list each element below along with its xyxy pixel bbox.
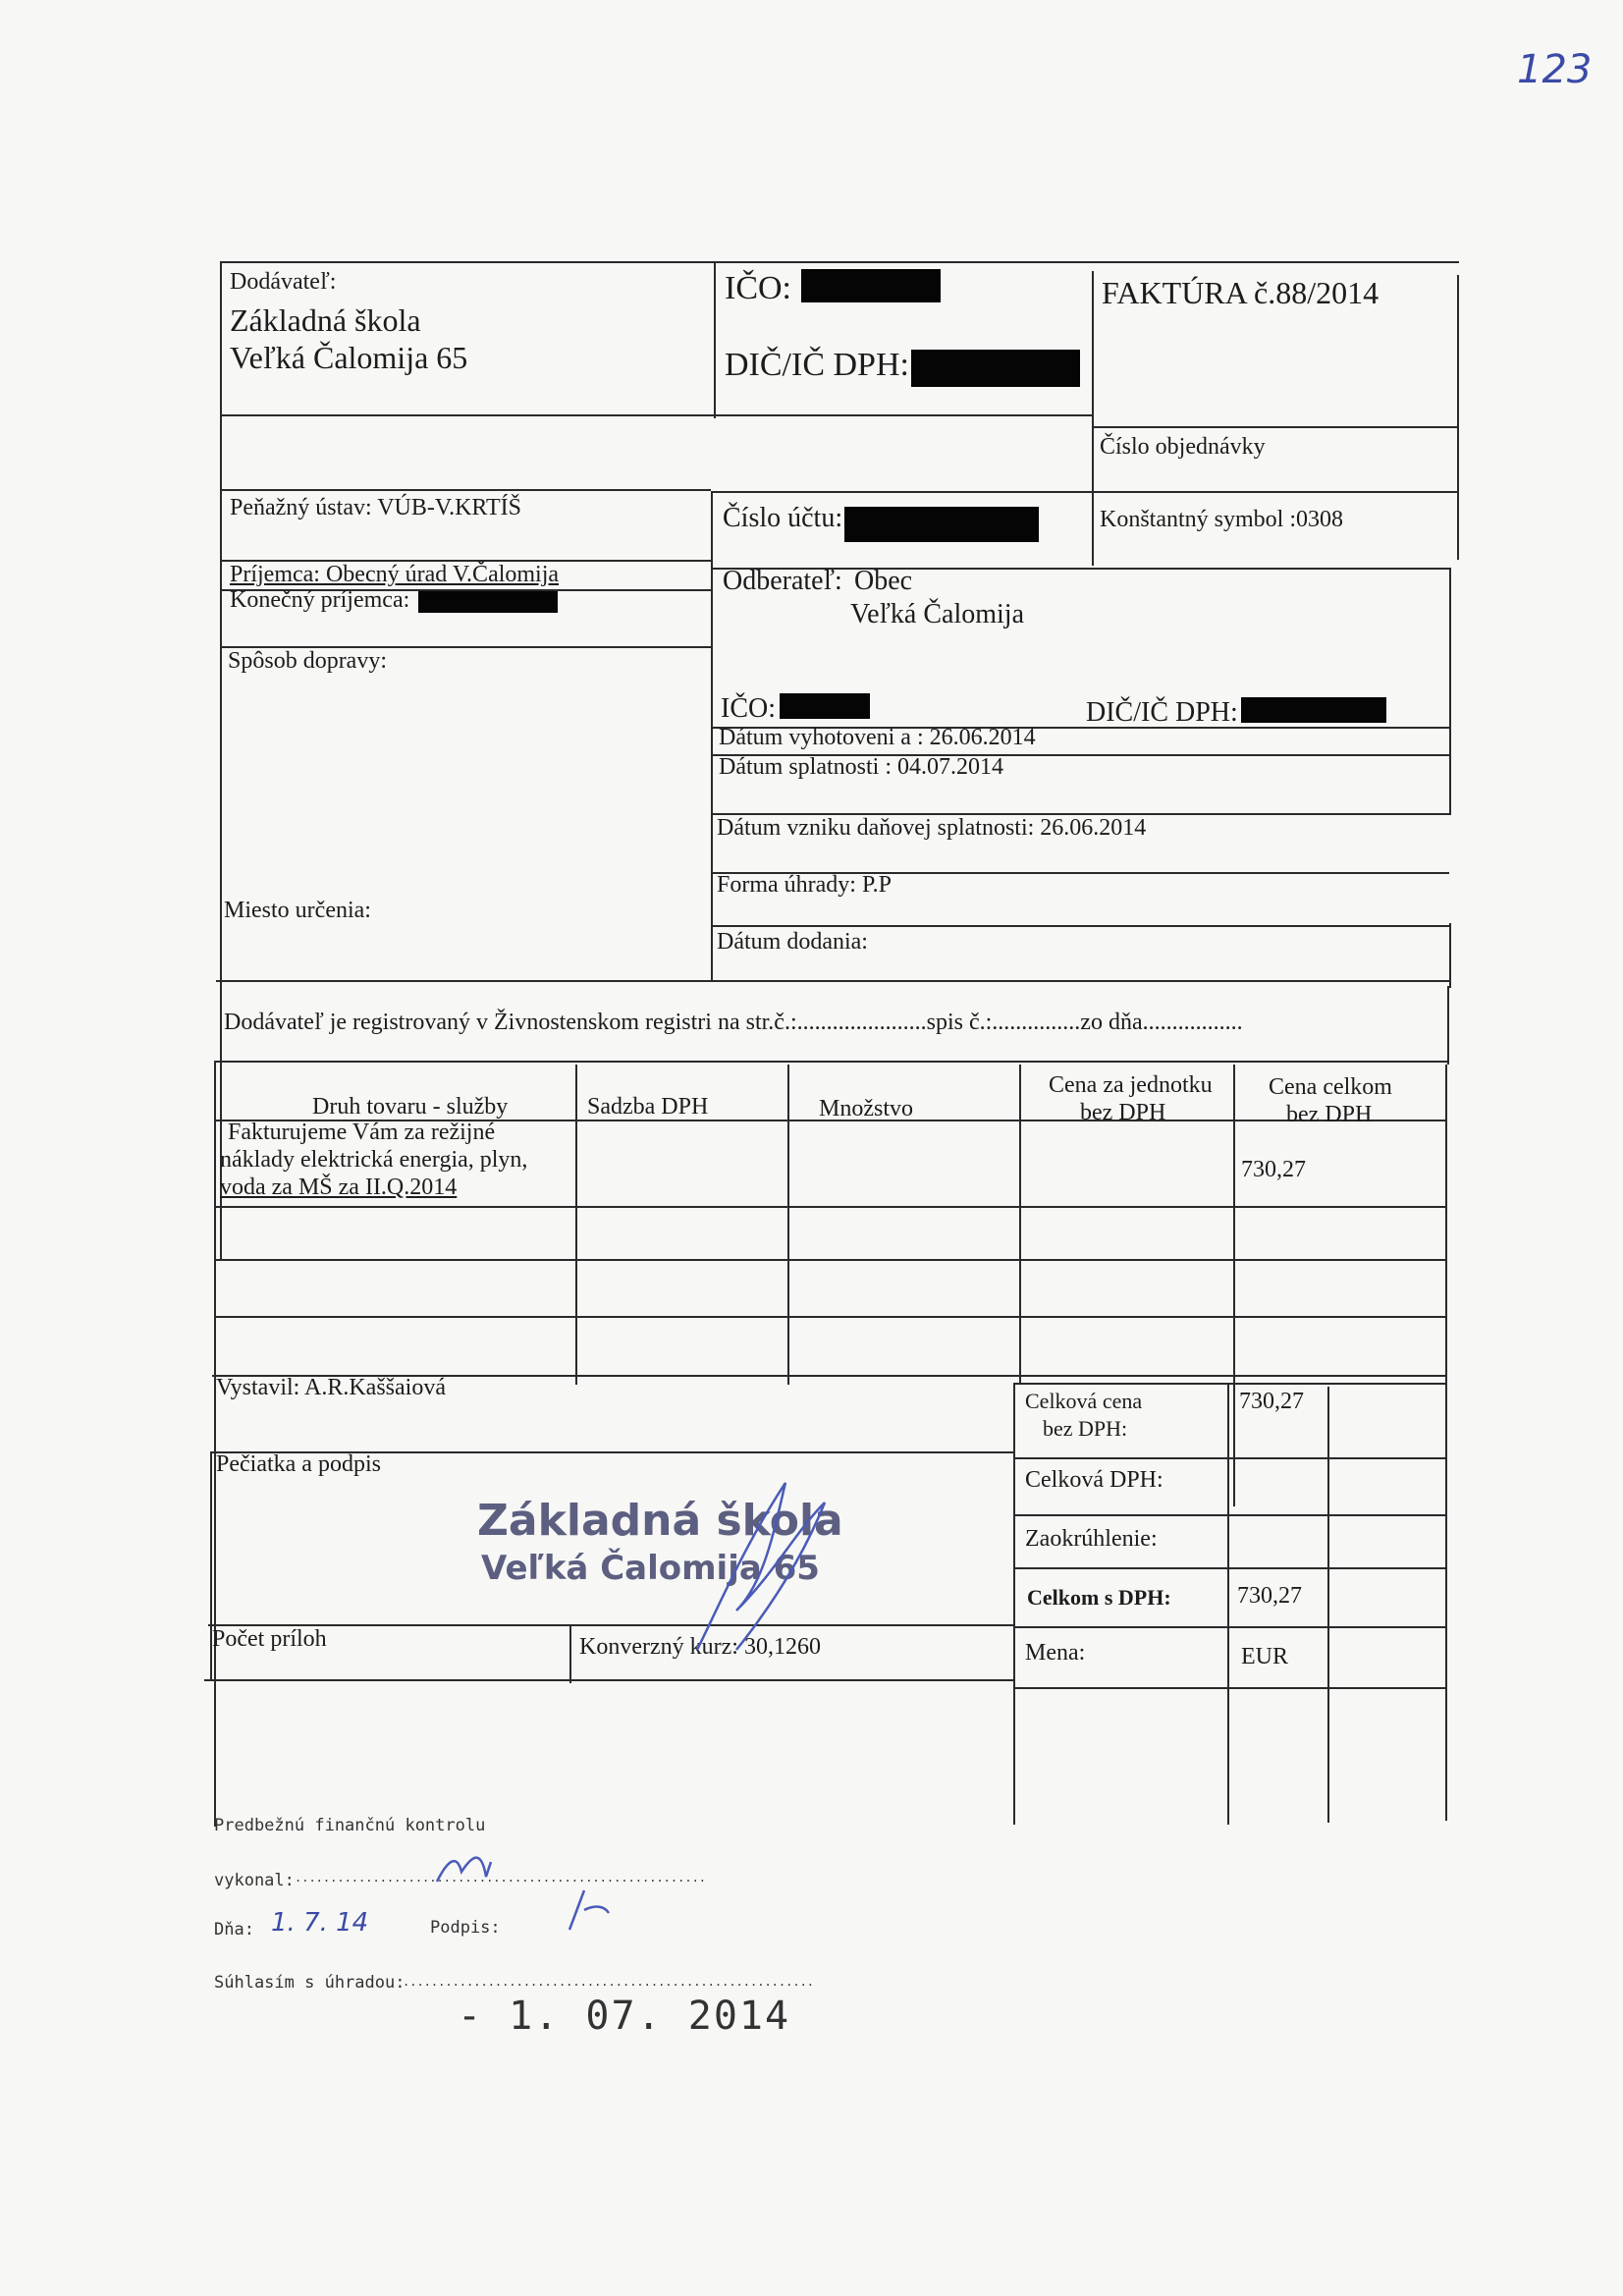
border	[1447, 986, 1449, 1065]
item-description-line1: Fakturujeme Vám za režijné	[228, 1120, 496, 1145]
border	[214, 1259, 1447, 1261]
control-title: Predbežnú finančnú kontrolu	[214, 1816, 486, 1835]
customer-dic-label: DIČ/IČ DPH:	[1086, 697, 1238, 728]
redacted-customer-dic	[1241, 697, 1386, 723]
supplier-dic-label: DIČ/IČ DPH:	[725, 347, 909, 383]
border	[1449, 570, 1451, 815]
border	[216, 980, 1451, 982]
border	[1092, 426, 1459, 428]
border	[787, 1065, 789, 1385]
control-agree-dots: ..........................................................	[403, 1975, 815, 1989]
item-total: 730,27	[1241, 1157, 1306, 1182]
border	[214, 1316, 1447, 1318]
border	[1092, 271, 1094, 566]
school-stamp-line1: Základná škola	[477, 1496, 843, 1546]
control-date-value: 1. 7. 14	[271, 1908, 369, 1938]
border	[569, 1626, 571, 1683]
border	[1013, 1626, 1447, 1628]
supplier-ico-label: IČO:	[725, 270, 791, 306]
redacted-ico	[801, 269, 941, 302]
customer-label: Odberateľ:	[723, 566, 842, 596]
total-with-vat-value: 730,27	[1237, 1583, 1302, 1609]
column-quantity: Množstvo	[819, 1096, 913, 1121]
border	[204, 1679, 1013, 1681]
control-date-label: Dňa:	[214, 1920, 254, 1940]
total-vat-label: Celková DPH:	[1025, 1467, 1163, 1493]
border	[1327, 1387, 1329, 1823]
account-number-label: Číslo účtu:	[723, 503, 843, 533]
control-performed-label: vykonal:	[214, 1871, 295, 1890]
border	[711, 491, 1459, 493]
customer-line2: Veľká Čalomija	[850, 599, 1024, 629]
border	[1013, 1514, 1447, 1516]
border	[1013, 1630, 1015, 1689]
signature-scribble	[677, 1463, 854, 1660]
border	[1445, 1065, 1447, 1821]
issued-by: Vystavil: A.R.Kaššaiová	[216, 1375, 446, 1400]
border	[220, 261, 222, 1261]
item-description-line3: voda za MŠ za II.Q.2014	[220, 1175, 458, 1200]
control-stamp-date: - 1. 07. 2014	[458, 1994, 791, 2039]
conversion-rate: Konverzný kurz: 30,1260	[579, 1634, 821, 1660]
border	[714, 261, 716, 418]
customer-line1: Obec	[854, 566, 913, 596]
page-number: 123	[1517, 47, 1593, 92]
border	[1449, 923, 1451, 988]
border	[1457, 275, 1459, 560]
control-agree-label: Súhlasím s úhradou:	[214, 1973, 406, 1993]
border	[711, 491, 713, 982]
border	[1227, 1385, 1229, 1825]
rounding-label: Zaokrúhlenie:	[1025, 1526, 1158, 1552]
column-unit-price-sub: bez DPH	[1080, 1100, 1166, 1125]
border	[1013, 1457, 1447, 1459]
border	[1013, 1383, 1447, 1385]
supplier-name-line2: Veľká Čalomija 65	[230, 340, 468, 375]
stamp-and-signature-label: Pečiatka a podpis	[216, 1451, 381, 1477]
border	[220, 414, 1094, 416]
redacted-dic	[911, 350, 1080, 387]
border	[220, 489, 711, 491]
control-sign-label: Podpis:	[430, 1918, 501, 1938]
control-performed-dots: ..........................................................	[295, 1871, 707, 1885]
redacted-account	[844, 507, 1039, 542]
transport-method: Spôsob dopravy:	[228, 648, 387, 674]
invoice-title: FAKTÚRA č.88/2014	[1102, 275, 1380, 310]
attachments-count-label: Počet príloh	[212, 1626, 327, 1652]
border	[575, 1065, 577, 1385]
redacted-customer-ico	[780, 693, 870, 719]
school-stamp-line2: Veľká Čalomija 65	[481, 1549, 820, 1588]
bank-name: Peňažný ústav: VÚB-V.KRTÍŠ	[230, 495, 521, 520]
border	[1013, 1567, 1447, 1569]
column-total-price-sub: bez DPH	[1286, 1102, 1373, 1127]
border	[1019, 1065, 1021, 1385]
total-with-vat-label: Celkom s DPH:	[1027, 1585, 1171, 1610]
customer-ico-label: IČO:	[721, 693, 776, 724]
column-total-price: Cena celkom	[1269, 1074, 1392, 1100]
delivery-date: Dátum dodania:	[717, 929, 868, 955]
border	[220, 261, 1459, 263]
border	[214, 1061, 216, 1827]
issue-date: Dátum vyhotoveni a : 26.06.2014	[719, 725, 1036, 750]
column-goods-services: Druh tovaru - služby	[312, 1094, 509, 1120]
border	[711, 925, 1449, 927]
border	[1227, 1634, 1229, 1689]
supplier-name-line1: Základná škola	[230, 302, 421, 338]
tax-date: Dátum vzniku daňovej splatnosti: 26.06.2014	[717, 815, 1147, 841]
payment-form: Forma úhrady: P.P	[717, 872, 893, 898]
total-no-vat-label1: Celková cena	[1025, 1389, 1143, 1413]
item-description-line2: náklady elektrická energia, plyn,	[220, 1147, 528, 1173]
total-no-vat-label2: bez DPH:	[1043, 1416, 1128, 1441]
column-vat-rate: Sadzba DPH	[587, 1094, 709, 1120]
border	[1233, 1065, 1235, 1506]
supplier-label: Dodávateľ:	[230, 269, 337, 295]
registry-note: Dodávateľ je registrovaný v Živnostenskom registri na str.č.:......................spis č.:...............zo dňa.................	[224, 1010, 1243, 1035]
currency-value: EUR	[1241, 1644, 1288, 1669]
destination: Miesto určenia:	[224, 898, 371, 923]
border	[214, 1206, 1447, 1208]
sign-scribble	[560, 1886, 619, 1935]
constant-symbol: Konštantný symbol :0308	[1100, 507, 1344, 532]
initials-scribble	[432, 1842, 511, 1891]
border	[214, 1061, 1449, 1063]
currency-label: Mena:	[1025, 1640, 1086, 1666]
recipient: Príjemca: Obecný úrad V.Čalomija	[230, 562, 560, 587]
final-recipient: Konečný príjemca:	[230, 587, 410, 613]
column-unit-price: Cena za jednotku	[1049, 1072, 1213, 1098]
order-number-label: Číslo objednávky	[1100, 434, 1266, 460]
border	[208, 1624, 1015, 1626]
border	[1445, 1630, 1447, 1689]
due-date: Dátum splatnosti : 04.07.2014	[719, 754, 1003, 780]
border	[1013, 1687, 1447, 1689]
total-no-vat-value: 730,27	[1239, 1389, 1304, 1414]
redacted-final-recipient	[418, 591, 558, 613]
